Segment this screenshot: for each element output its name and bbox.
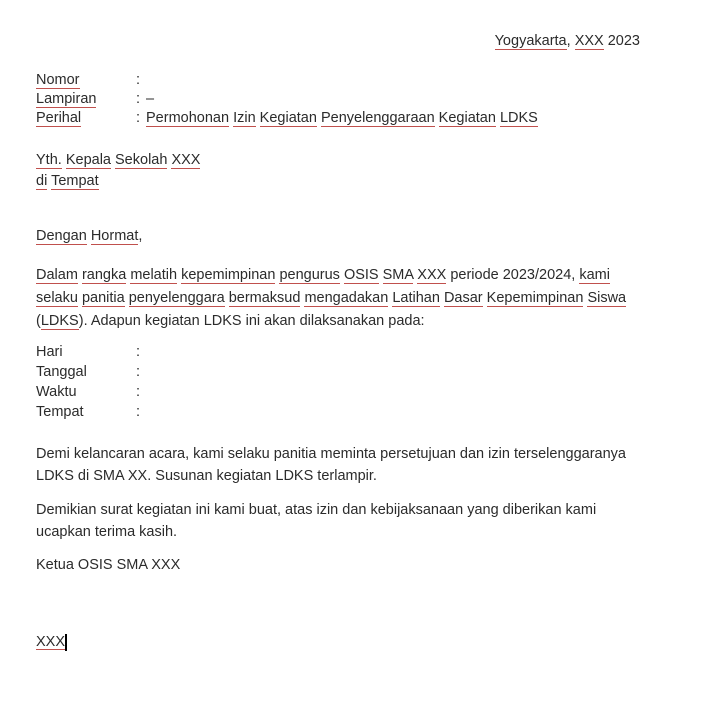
field-colon-lampiran: :: [136, 91, 141, 107]
field-value-perihal[interactable]: [146, 111, 640, 126]
perihal-word: Izin: [233, 110, 256, 126]
detail-label-tempat: Tempat: [36, 404, 84, 420]
date-line[interactable]: [495, 34, 640, 49]
field-colon-perihal: :: [136, 110, 141, 126]
intro-word-ldks: LDKS: [40, 313, 79, 330]
letter-header-fields: [36, 73, 640, 130]
addressee-line-2: [36, 171, 200, 192]
paragraph-intro[interactable]: [36, 264, 640, 334]
field-colon-nomor: :: [136, 72, 141, 88]
text-cursor-caret: [65, 634, 67, 651]
salutation[interactable]: [36, 229, 142, 244]
salutation-word: Hormat: [90, 228, 139, 244]
detail-row-tanggal[interactable]: [36, 365, 336, 385]
detail-label-tanggal: Tanggal: [36, 364, 87, 380]
detail-colon-hari: :: [136, 344, 141, 360]
addressee-word: Kepala: [65, 152, 111, 168]
signer-name: XXX: [36, 633, 66, 650]
detail-label-hari: Hari: [36, 344, 63, 360]
field-row-perihal[interactable]: [36, 111, 640, 130]
field-value-lampiran[interactable]: –: [146, 91, 155, 107]
salutation-punctuation: ,: [138, 228, 143, 244]
perihal-word: Kegiatan: [259, 110, 317, 126]
intro-period-plain: periode 2023/2024: [450, 267, 572, 283]
field-label-nomor: Nomor: [36, 72, 80, 88]
intro-word: bermaksud: [228, 290, 301, 307]
detail-label-waktu: Waktu: [36, 384, 77, 400]
intro-word: SMA: [382, 267, 414, 283]
date-city: Yogyakarta: [494, 33, 567, 49]
date-year: 2023: [603, 33, 640, 49]
intro-word: rangka: [81, 267, 127, 283]
detail-row-hari[interactable]: [36, 345, 336, 365]
field-row-lampiran[interactable]: [36, 92, 640, 111]
date-month-placeholder: XXX: [574, 33, 604, 49]
addressee-word: di: [36, 173, 48, 190]
perihal-word: Kegiatan: [438, 110, 496, 126]
addressee-word: Sekolah: [115, 152, 168, 168]
detail-colon-tanggal: :: [136, 364, 141, 380]
intro-word: Dasar: [443, 290, 483, 307]
intro-comma: ,: [571, 267, 580, 283]
addressee-block[interactable]: [36, 150, 200, 192]
intro-word: selaku: [36, 290, 78, 307]
signer-name-row[interactable]: [36, 634, 67, 651]
intro-word: penyelenggara: [128, 290, 225, 307]
addressee-word: XXX: [171, 152, 201, 168]
paragraph-closing[interactable]: Demikian surat kegiatan ini kami buat, atas izin dan kebijaksanaan yang diberikan kami ucapkan terima kasih.: [36, 502, 597, 541]
addressee-line-1: [36, 150, 200, 171]
perihal-word: Penyelenggaraan: [320, 110, 435, 126]
event-detail-fields: [36, 345, 336, 425]
intro-word: panitia: [81, 290, 125, 307]
intro-word: XXX: [417, 267, 447, 283]
intro-word: melatih: [130, 267, 178, 283]
detail-colon-waktu: :: [136, 384, 141, 400]
intro-word: Siswa: [587, 290, 627, 307]
intro-word: Latihan: [392, 290, 440, 307]
salutation-word: Dengan: [36, 228, 87, 244]
intro-word: kepemimpinan: [181, 267, 276, 283]
intro-paren-open: (: [36, 313, 41, 330]
date-separator: ,: [566, 33, 575, 49]
perihal-word: LDKS: [499, 110, 538, 126]
intro-word: kami: [579, 267, 610, 283]
intro-word: pengurus: [279, 267, 340, 283]
detail-colon-tempat: :: [136, 404, 141, 420]
intro-word: mengadakan: [304, 290, 389, 307]
intro-word: Dalam: [36, 267, 78, 283]
detail-row-tempat[interactable]: [36, 405, 336, 425]
intro-word: Kepemimpinan: [486, 290, 584, 307]
detail-row-waktu[interactable]: [36, 385, 336, 405]
field-label-lampiran: Lampiran: [36, 91, 97, 107]
field-row-nomor[interactable]: [36, 73, 640, 92]
intro-tail: ). Adapun kegiatan LDKS ini akan dilaksanakan pada:: [78, 313, 425, 330]
addressee-word: Tempat: [51, 173, 99, 190]
addressee-word: Yth.: [36, 152, 62, 168]
paragraph-request[interactable]: Demi kelancaran acara, kami selaku panitia meminta persetujuan dan izin terselenggaranya LDKS di SMA XX. Susunan kegiatan LDKS terlampir.: [36, 446, 626, 485]
perihal-word: Permohonan: [146, 110, 230, 126]
field-label-perihal: Perihal: [36, 110, 82, 126]
intro-word: OSIS: [343, 267, 379, 283]
signer-title[interactable]: Ketua OSIS SMA XXX: [36, 557, 181, 573]
